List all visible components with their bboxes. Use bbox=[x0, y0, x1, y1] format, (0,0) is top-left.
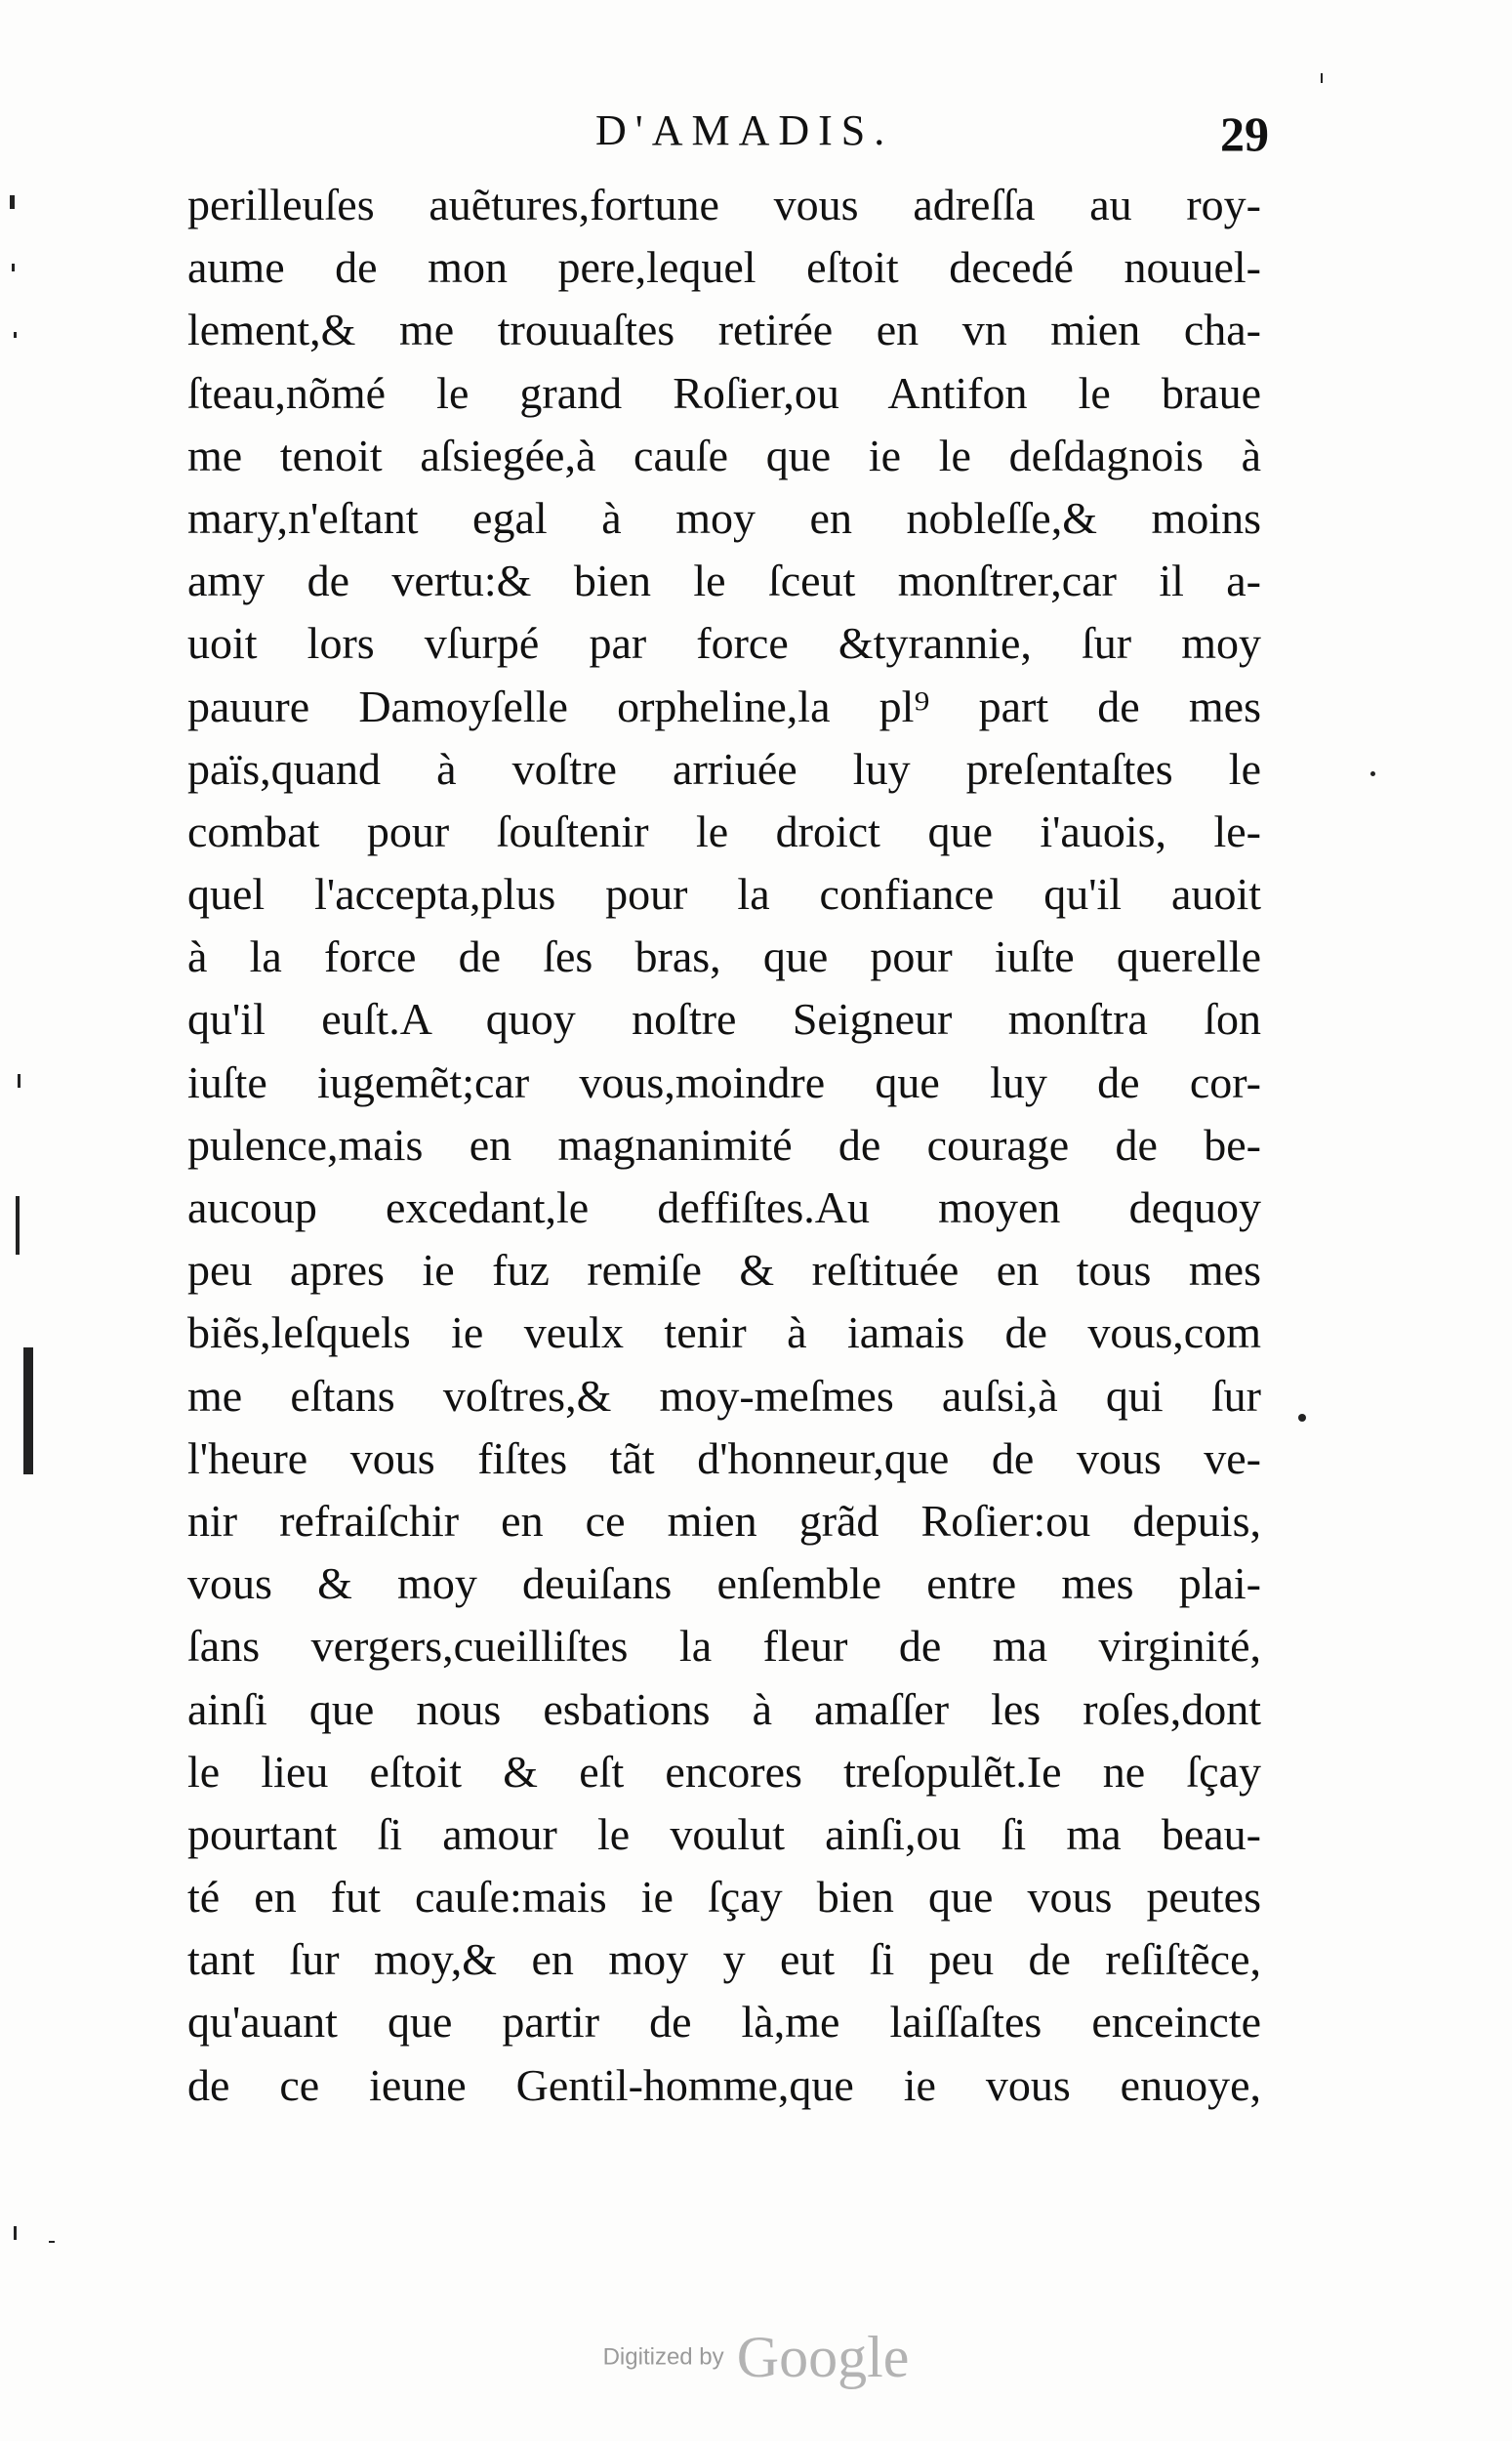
margin-speck bbox=[10, 195, 15, 209]
text-line: biẽs,leſquels ie veulx tenir à iamais de vous,com bbox=[187, 1307, 1261, 1358]
margin-speck bbox=[16, 1196, 20, 1255]
text-line: peu apres ie fuz remiſe & reſtituée en tous mes bbox=[187, 1245, 1261, 1296]
margin-bar bbox=[23, 1347, 33, 1474]
text-line: ſteau,nõmé le grand Roſier,ou Antifon le braue bbox=[187, 367, 1261, 418]
text-line: amy de vertu:& bien le ſceut monſtrer,car il a- bbox=[187, 556, 1261, 606]
text-line: me eſtans voſtres,& moy-meſmes auſsi,à qui ſur bbox=[187, 1370, 1261, 1421]
margin-dot bbox=[1298, 1414, 1306, 1422]
margin-speck bbox=[49, 2241, 55, 2243]
margin-speck bbox=[14, 2226, 17, 2240]
margin-dot bbox=[1370, 771, 1375, 776]
text-line: vous & moy deuiſans enſemble entre mes plai- bbox=[187, 1558, 1261, 1609]
body-text bbox=[187, 174, 1261, 2117]
text-line: nir refraiſchir en ce mien grãd Roſier:ou depuis, bbox=[187, 1495, 1261, 1546]
text-line: à la force de ſes bras, que pour iuſte querelle bbox=[187, 931, 1261, 982]
text-line: lement,& me trouuaſtes retirée en vn mien cha- bbox=[187, 305, 1261, 355]
text-line: perilleuſes auẽtures,fortune vous adreſſa au roy- bbox=[187, 180, 1261, 229]
margin-speck bbox=[18, 1074, 20, 1088]
text-line: qu'il euſt.A quoy noſtre Seigneur monſtra ſon bbox=[187, 994, 1261, 1045]
text-line: pauure Damoyſelle orpheline,la pl⁹ part de mes bbox=[187, 681, 1261, 731]
text-line: tant ſur moy,& en moy y eut ſi peu de reſiſtẽce, bbox=[187, 1934, 1261, 1985]
text-line: qu'auant que partir de là,me laiſſaſtes enceincte bbox=[187, 1997, 1261, 2048]
text-line: mary,n'eſtant egal à moy en nobleſſe,& moins bbox=[187, 492, 1261, 543]
text-line: me tenoit aſsiegée,à cauſe que ie le deſdagnois à bbox=[187, 430, 1261, 480]
running-title: D'AMADIS. bbox=[595, 106, 894, 154]
text-line: aume de mon pere,lequel eſtoit decedé nouuel- bbox=[187, 242, 1261, 293]
margin-speck bbox=[1321, 73, 1323, 83]
text-line: iuſte iugemẽt;car vous,moindre que luy de cor- bbox=[187, 1056, 1261, 1107]
text-line: l'heure vous fiſtes tãt d'honneur,que de vous ve- bbox=[187, 1432, 1261, 1483]
text-line: païs,quand à voſtre arriuée luy preſentaſtes le bbox=[187, 743, 1261, 794]
text-line: ainſi que nous esbations à amaſſer les roſes,dont bbox=[187, 1683, 1261, 1734]
text-line: de ce ieune Gentil-homme,que ie vous enuoye, bbox=[187, 2059, 1261, 2110]
margin-speck bbox=[14, 332, 17, 338]
text-line: ſans vergers,cueilliſtes la fleur de ma virginité, bbox=[187, 1621, 1261, 1672]
digitization-watermark bbox=[0, 2324, 1512, 2391]
page-header bbox=[185, 105, 1269, 174]
digitized-by-label: Digitized by bbox=[602, 2343, 724, 2371]
text-line: aucoup excedant,le deffiſtes.Au moyen dequoy bbox=[187, 1182, 1261, 1232]
text-line: pulence,mais en magnanimité de courage de be- bbox=[187, 1119, 1261, 1170]
text-line: uoit lors vſurpé par force &tyrannie, ſur moy bbox=[187, 618, 1261, 669]
text-line: pourtant ſi amour le voulut ainſi,ou ſi ma beau- bbox=[187, 1808, 1261, 1859]
text-line: le lieu eſtoit & eſt encores treſopulẽt.Ie ne ſçay bbox=[187, 1746, 1261, 1797]
text-line: té en fut cauſe:mais ie ſçay bien que vous peutes bbox=[187, 1872, 1261, 1923]
page-number: 29 bbox=[1220, 106, 1269, 161]
text-line: quel l'accepta,plus pour la confiance qu'il auoit bbox=[187, 869, 1261, 920]
text-line: combat pour ſouſtenir le droict que i'auois, le- bbox=[187, 806, 1261, 856]
google-logo: Google bbox=[736, 2325, 910, 2389]
margin-speck bbox=[12, 264, 15, 271]
